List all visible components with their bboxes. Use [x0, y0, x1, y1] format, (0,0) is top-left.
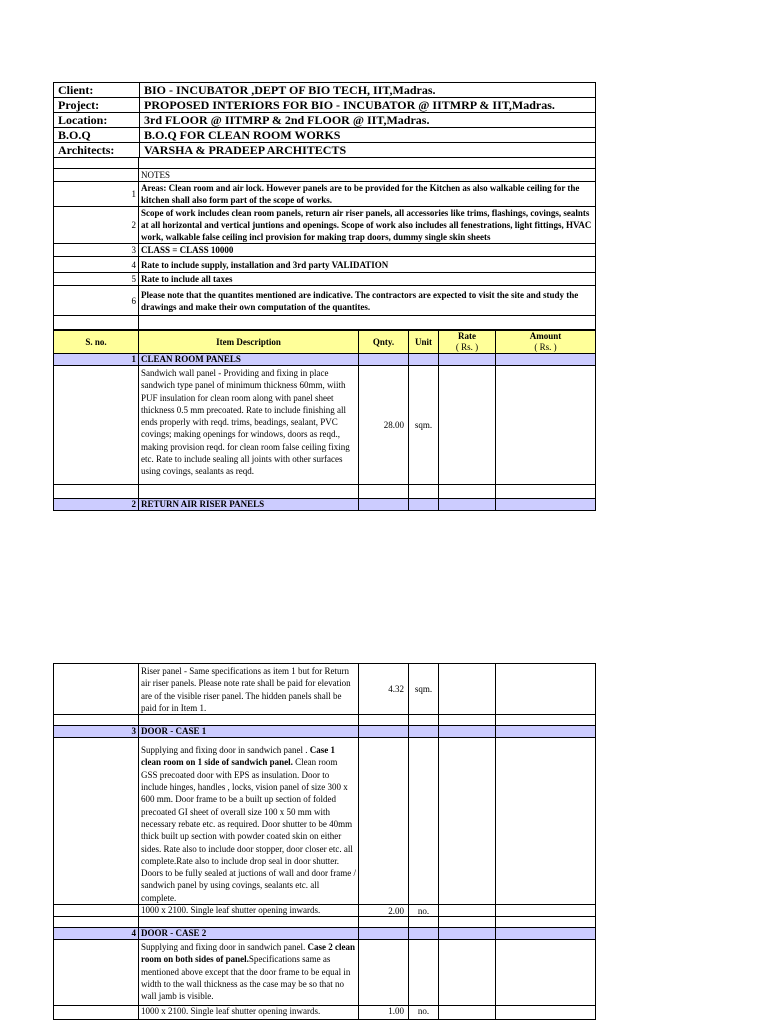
note-text: Rate to include supply, installation and 3rd party VALIDATION [139, 257, 596, 273]
header-description: Item Description [139, 331, 359, 354]
header-amount-unit: ( Rs. ) [534, 342, 557, 352]
notes-table [53, 157, 596, 330]
info-label-client: Client: [54, 83, 140, 98]
table-row [54, 1006, 596, 1020]
info-value-location: 3rd FLOOR @ IITMRP & 2nd FLOOR @ IIT,Madras. [140, 113, 596, 128]
section-title: CLEAN ROOM PANELS [139, 354, 359, 366]
item-description-part: Specifications same as mentioned above except that the door frame to be equal in width to the wall thickness as the case may be so that no wall jamb is visible. [141, 954, 351, 1002]
note-text: Scope of work includes clean room panels, return air riser panels, all accessories like trims, flashings, covings, sealnts at all horizontal and vertical juntions and openings. Scope of work also includes all fenestrations, light fittings, HVAC work, walkable false ceiling incl provision for making trap doors, dummy single skin sheets [139, 207, 596, 244]
header-rate-label: Rate [458, 331, 476, 341]
header-unit: Unit [409, 331, 439, 354]
table-header-row [54, 331, 596, 354]
note-number: 2 [54, 207, 139, 244]
note-text: Areas: Clean room and air lock. However panels are to be provided for the Kitchen as also walkable ceiling for the kitchen shall also form part of the scope of works. [139, 182, 596, 207]
section-number: 3 [54, 726, 139, 738]
header-amount [496, 331, 596, 354]
item-description-part: Supplying and fixing door in sandwich panel . [141, 745, 310, 756]
section-title: RETURN AIR RISER PANELS [139, 499, 359, 511]
section-row [54, 354, 596, 366]
section-row [54, 928, 596, 940]
project-info-table [53, 82, 596, 158]
item-unit: sqm. [409, 366, 439, 485]
header-qty: Qnty. [359, 331, 409, 354]
info-value-client: BIO - INCUBATOR ,DEPT OF BIO TECH, IIT,Madras. [140, 83, 596, 98]
item-unit: no. [409, 1006, 439, 1020]
item-description: Sandwich wall panel - Providing and fixing in place sandwich type panel of minimum thickness 60mm, wiith PUF insulation for clean room along with panel sheet thickness 0.5 mm precoated. Rate to include finishing all ends properly with reqd. trims, beadings, sealant, PVC covings; making openings for windows, doors as reqd., making provision reqd. for clean room false ceiling fixing etc. Rate to include sealing all joints with other surfaces using covings, sealants as reqd. [139, 366, 359, 485]
note-number: 3 [54, 244, 139, 257]
item-description-emphasis: Case 2 clean room on both sides of panel. [141, 942, 355, 965]
notes-heading: NOTES [139, 169, 596, 182]
table-row [54, 664, 596, 715]
item-sub-description: 1000 x 2100. Single leaf shutter opening inwards. [139, 1006, 359, 1020]
note-number: 1 [54, 182, 139, 207]
item-qty: 2.00 [359, 905, 409, 917]
note-text: Please note that the quantites mentioned are indicative. The contractors are expected to visit the site and study the drawings and make their own computation of the quantites. [139, 286, 596, 316]
note-text: CLASS = CLASS 10000 [139, 244, 596, 257]
info-value-architects: VARSHA & PRADEEP ARCHITECTS [140, 143, 596, 158]
boq-items-table-continued [53, 663, 596, 1020]
item-description: Riser panel - Same specifications as item 1 but for Return air riser panels. Please note rate shall be paid for elevation are of the visible riser panel. The hidden panels shall be paid for in Item 1. [139, 664, 359, 715]
header-rate-unit: ( Rs. ) [455, 342, 479, 352]
item-description-part: Supplying and fixing door in sandwich panel. [141, 942, 308, 953]
section-number: 2 [54, 499, 139, 511]
note-number: 6 [54, 286, 139, 316]
note-number: 5 [54, 273, 139, 286]
info-label-location: Location: [54, 113, 140, 128]
table-row [54, 366, 596, 485]
item-qty: 4.32 [359, 664, 409, 715]
section-row [54, 726, 596, 738]
item-qty: 28.00 [359, 366, 409, 485]
item-qty: 1.00 [359, 1006, 409, 1020]
section-title: DOOR - CASE 1 [139, 726, 359, 738]
item-description [139, 738, 359, 905]
info-value-project: PROPOSED INTERIORS FOR BIO - INCUBATOR @ IITMRP & IIT,Madras. [140, 98, 596, 113]
section-title: DOOR - CASE 2 [139, 928, 359, 940]
header-amount-label: Amount [529, 331, 562, 341]
item-description [139, 940, 359, 1006]
boq-items-table [53, 330, 596, 511]
info-label-boq: B.O.Q [54, 128, 140, 143]
note-text: Rate to include all taxes [139, 273, 596, 286]
header-sno: S. no. [54, 331, 139, 354]
section-number: 1 [54, 354, 139, 366]
info-value-boq: B.O.Q FOR CLEAN ROOM WORKS [140, 128, 596, 143]
table-row [54, 940, 596, 1006]
section-row [54, 499, 596, 511]
item-sub-description: 1000 x 2100. Single leaf shutter opening inwards. [139, 905, 359, 917]
info-label-architects: Architects: [54, 143, 140, 158]
header-rate [439, 331, 496, 354]
section-number: 4 [54, 928, 139, 940]
item-unit: sqm. [409, 664, 439, 715]
info-label-project: Project: [54, 98, 140, 113]
table-row [54, 905, 596, 917]
note-number: 4 [54, 257, 139, 273]
item-unit: no. [409, 905, 439, 917]
table-row [54, 738, 596, 905]
item-description-part: Clean room GSS precoated door with EPS as insulation. Door to include hinges, handles , locks, vision panel of size 300 x 600 mm. Door frame to be a built up section of folded precoated GI sheet of overall size 100 x 50 mm with necessary rebate etc. as required. Door shutter to be 40mm thick built up section with powder coated skin on either sides. Rate also to include door stopper, door closer etc. all complete.Rate also to include drop seal in door shutter. Doors to be fully sealed at juctions of wall and door frame / sandwich panel by using covings, sealants etc. all complete. [141, 757, 356, 903]
item-description-emphasis: Case 1 clean room on 1 side of sandwich panel. [141, 745, 335, 768]
